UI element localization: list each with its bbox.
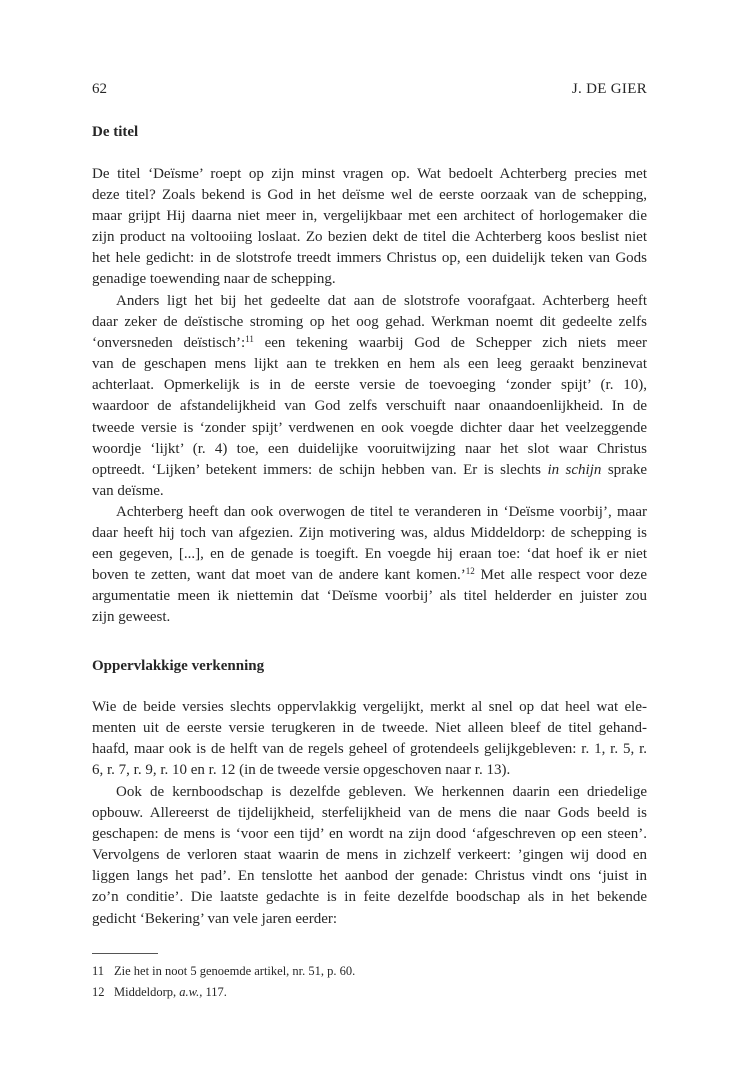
- footnote-number: 11: [92, 964, 105, 978]
- paragraph-3: [92, 502, 647, 629]
- line-text: optreedt. ‘Lijken’ betekent immers: de schijn hebben van. Er is slechts: [92, 461, 548, 478]
- text-line: [92, 565, 647, 586]
- text-line: Anders ligt het bij het gedeelte dat aan de slotstrofe voorafgaat. Achterberg heeft: [116, 293, 647, 309]
- section-heading-de-titel: De titel: [92, 124, 139, 140]
- text-line: daar zeker de deïstische stroming op het oog gehad. Werkman noemt dit gedeelte zelfs: [92, 314, 647, 331]
- emphasis-in-schijn: in schijn: [547, 461, 602, 478]
- text-line: De titel ‘Deïsme’ roept op zijn minst vragen op. Wat bedoelt Achterberg precies met: [92, 166, 647, 182]
- text-line: van deïsme.: [92, 482, 164, 499]
- text-line: van de geschapen mens lijkt aan te trekken en hem als een leeg geraakt benzinevat: [92, 356, 647, 373]
- text-line: gedicht ‘Bekering’ van vele jaren eerder:: [92, 910, 338, 927]
- text-line: zijn product na voltooiing loslaat. Zo bezien dekt de titel die Achterberg koos beslist niet: [92, 229, 647, 246]
- text-line: waardoor de afstandelijkheid van God zelfs verschuift naar onaandoenlijkheid. In de: [92, 398, 647, 415]
- text-line: geschapen: de mens is ‘voor een tijd’ en wordt na zijn dood ‘afgeschreven op een steen’.: [92, 826, 647, 843]
- section-heading-oppervlakkige-verkenning: Oppervlakkige verkenning: [92, 658, 265, 674]
- paragraph-4: [92, 697, 647, 781]
- text-line: tweede versie is ‘zonder spijt’ verdwenen en ook voegde dichter daar het veelzeggende: [92, 419, 647, 436]
- text-line: deze titel? Zoals bekend is God in het deïsme wel de eerste oorzaak van de schepping,: [92, 187, 647, 204]
- text-line: zo’n conditie’. Die laatste gedachte is in feite dezelfde boodschap als in het bekende: [92, 889, 647, 906]
- text-line: haafd, maar ook is de helft van de regels geheel of grotendeels gelijkgebleven: r. 1, r. 5, r.: [92, 741, 647, 758]
- text-line: achterlaat. Opmerkelijk is in de eerste versie de toevoeging ‘zonder spijt’ (r. 10),: [92, 377, 647, 394]
- text-line: het hele gedicht: in de slotstrofe treedt immers Christus op, een duidelijk teken van Gods: [92, 250, 647, 267]
- quote-text: ‘onversneden deïstisch’:: [92, 335, 246, 352]
- text-line: Vervolgens de verloren staat waarin de mens in zichzelf verkeert: ’gingen wij dood en: [92, 847, 647, 864]
- text-line: [92, 333, 647, 354]
- text-line: argumentatie meen ik niettemin dat ‘Deïsme voorbij’ als titel helderder en juister zou: [92, 588, 647, 605]
- text-line: menten uit de eerste versie terugkeren in de tweede. Niet alleen bleef de titel gehand-: [92, 720, 647, 737]
- text-line: zijn geweest.: [92, 609, 171, 626]
- text-line: Achterberg heeft dan ook overwogen de titel te veranderen in ‘Deïsme voorbij’, maar: [116, 504, 647, 520]
- text-line: Wie de beide versies slechts oppervlakkig vergelijkt, merkt al snel op dat heel wat ele-: [92, 699, 647, 715]
- text-line: opbouw. Allereerst de tijdelijkheid, sterfelijkheid van de mens die naar Gods beeld is: [92, 805, 647, 822]
- text-line: daar heeft hij toch van afgezien. Zijn motivering was, aldus Middeldorp: de schepping is: [92, 525, 647, 542]
- footnote-text: Zie het in noot 5 genoemde artikel, nr. 51, p. 60.: [114, 964, 356, 978]
- text-line: [92, 460, 647, 481]
- text-line: genadige toewending naar de schepping.: [92, 271, 336, 288]
- paragraph-1: [92, 164, 647, 291]
- footnote-divider: [92, 953, 158, 954]
- text-line: Ook de kernboodschap is dezelfde gebleven. We herkennen daarin een driedelige: [116, 784, 647, 800]
- running-head-author: J. DE GIER: [571, 81, 647, 97]
- footnote-text: Middeldorp,: [114, 985, 180, 999]
- text-line: liggen langs het pad’. En tenslotte het aanbod der genade: Christus vindt ons ‘juist in: [92, 868, 647, 885]
- footnote-text: 117.: [202, 985, 227, 999]
- footnote-ref-11[interactable]: 11: [245, 334, 254, 345]
- text-line: een gegeven, [...], en de genade is toegift. En voegde hij eraan toe: ‘dat hoef ik er niet: [92, 546, 647, 563]
- page-number: 62: [92, 81, 107, 97]
- line-text: Met alle respect voor deze: [474, 567, 647, 584]
- footnote-emphasis: a.w.,: [179, 985, 203, 999]
- footnote-11: [92, 962, 355, 980]
- line-text: een tekening waarbij God de Schepper zich niets meer: [253, 335, 647, 352]
- line-text: sprake: [601, 461, 647, 478]
- footnote-number: 12: [92, 985, 105, 999]
- text-line: woordje ‘lijkt’ (r. 4) toe, een duidelijke vooruitwijzing naar het slot waar Christus: [92, 440, 647, 457]
- paragraph-5: [92, 782, 647, 930]
- line-text: boven te zetten, want dat moet van de andere kant komen.’: [92, 567, 466, 584]
- paragraph-2: [92, 291, 647, 502]
- text-line: maar grijpt Hij daarna niet meer in, vergelijkbaar met een architect of horlogemaker die: [92, 208, 647, 225]
- footnote-12: [92, 983, 227, 1001]
- footnote-ref-12[interactable]: 12: [465, 566, 475, 577]
- text-line: 6, r. 7, r. 9, r. 10 en r. 12 (in de tweede versie opgeschoven naar r. 13).: [92, 762, 511, 779]
